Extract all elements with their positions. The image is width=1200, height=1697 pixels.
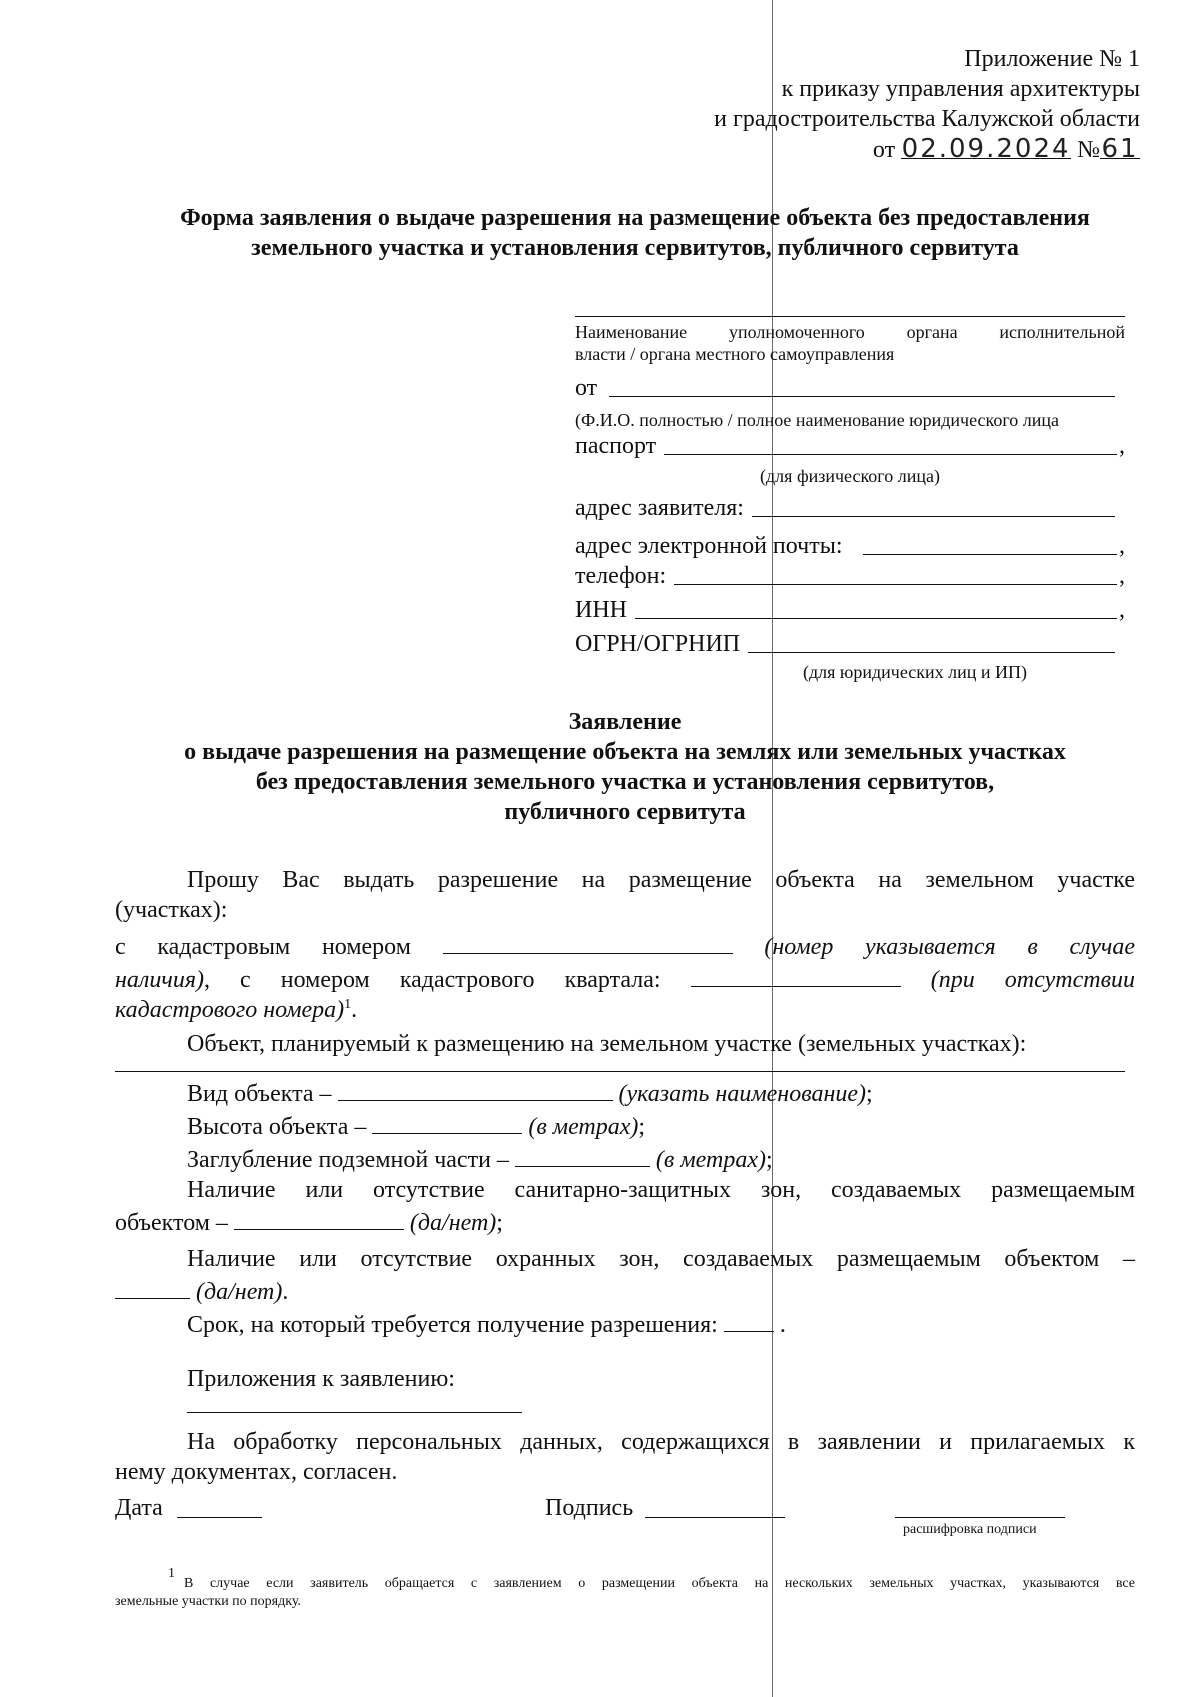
sanitary-zone-field[interactable] xyxy=(234,1205,404,1230)
object-type-row: Вид объекта – (указать наименование); xyxy=(115,1076,1135,1109)
org-caption-line2: власти / органа местного самоуправления xyxy=(575,344,895,364)
object-type-field[interactable] xyxy=(338,1076,613,1101)
order-date-number: от 02.09.2024 №61 xyxy=(872,134,1139,164)
footnote xyxy=(115,1566,1135,1611)
signature-label: Подпись xyxy=(545,1495,634,1521)
footnote-ref: 1 xyxy=(344,997,352,1012)
ogrn-field[interactable] xyxy=(748,629,1115,653)
object-depth-row: Заглубление подземной части – (в метрах); xyxy=(115,1142,1135,1175)
email-field[interactable] xyxy=(863,531,1118,555)
term-row: Срок, на который требуется получение разрешения: . xyxy=(115,1307,1135,1340)
form-title: Форма заявления о выдаче разрешения на размещение объекта без предоставления земельного участка и установления сервитутов, публичного сервитута xyxy=(180,205,1090,261)
term-field[interactable] xyxy=(724,1307,774,1332)
date-signature-row xyxy=(115,1493,1135,1553)
appendix-number: Приложение № 1 xyxy=(964,46,1140,72)
object-line: Объект, планируемый к размещению на земельном участке (земельных участках): xyxy=(187,1031,1027,1057)
consent-line1: На обработку персональных данных, содержащихся в заявлении и прилагаемых к xyxy=(187,1429,1135,1455)
request-line2: (участках): xyxy=(115,897,228,923)
legal-caption: (для юридических лиц и ИП) xyxy=(803,662,1028,682)
passport-field[interactable] xyxy=(664,431,1117,455)
footnote-line1: 1 В случае если заявитель обращается с заявлением о размещении объекта на нескольких земельных участках, указываются все xyxy=(168,1566,1135,1591)
consent-line2: нему документах, согласен. xyxy=(115,1459,398,1485)
phys-caption: (для физического лица) xyxy=(760,466,940,486)
passport-row: паспорт , xyxy=(575,433,1125,459)
inn-field[interactable] xyxy=(635,595,1117,619)
from-field[interactable] xyxy=(609,373,1115,397)
cadastral-row2: наличия), с номером кадастрового квартала: (при отсутствии xyxy=(115,962,1135,995)
inn-row: ИНН , xyxy=(575,597,1125,623)
object-field[interactable] xyxy=(115,1059,1125,1072)
date-field[interactable] xyxy=(177,1517,262,1518)
order-date-handwritten: 02.09.2024 xyxy=(901,134,1071,164)
signature-field[interactable] xyxy=(645,1517,785,1518)
footnote-mark: 1 xyxy=(168,1566,175,1581)
org-name-line[interactable] xyxy=(575,290,1125,317)
email-row: адрес электронной почты: , xyxy=(575,533,1125,559)
address-field[interactable] xyxy=(752,493,1115,517)
cadastral-quarter-field[interactable] xyxy=(691,962,901,987)
addressee-block xyxy=(575,290,1125,683)
decode-field[interactable] xyxy=(895,1517,1065,1518)
sanitary-zone-line1: Наличие или отсутствие санитарно-защитных зон, создаваемых размещаемым xyxy=(187,1177,1135,1203)
ogrn-row: ОГРН/ОГРНИП xyxy=(575,629,1125,659)
cadastral-row1: с кадастровым номером (номер указывается в случае xyxy=(115,929,1135,962)
date-label: Дата xyxy=(115,1495,163,1521)
fio-caption: (Ф.И.О. полностью / полное наименование юридического лица xyxy=(575,410,1060,430)
protection-zone-line1: Наличие или отсутствие охранных зон, создаваемых размещаемым объектом – xyxy=(187,1246,1135,1272)
attachments-label: Приложения к заявлению: xyxy=(187,1366,455,1392)
protection-zone-field[interactable] xyxy=(115,1274,190,1299)
request-line1: Прошу Вас выдать разрешение на размещение объекта на земельном участке xyxy=(187,867,1135,893)
appendix-header xyxy=(540,44,1140,165)
cadastral-number-field[interactable] xyxy=(443,929,733,954)
object-depth-field[interactable] xyxy=(515,1142,650,1167)
org-caption-line1: Наименование уполномоченного органа исполнительной xyxy=(575,322,1125,342)
object-height-field[interactable] xyxy=(372,1109,522,1134)
sanitary-zone-row: объектом – (да/нет); xyxy=(115,1205,1135,1238)
statement-body xyxy=(115,865,1135,1487)
address-row: адрес заявителя: xyxy=(575,493,1125,523)
order-department: и градостроительства Калужской области xyxy=(714,106,1140,132)
decode-caption: расшифровка подписи xyxy=(903,1522,1037,1537)
phone-row: телефон: , xyxy=(575,563,1125,589)
order-reference: к приказу управления архитектуры xyxy=(781,76,1140,102)
from-row: от xyxy=(575,373,1125,403)
order-number-handwritten: 61 xyxy=(1101,134,1139,164)
statement-title: Заявление о выдаче разрешения на размещение объекта на землях или земельных участках без предоставления земельного участка и установления сервитутов, публичного сервитута xyxy=(184,709,1066,825)
object-height-row: Высота объекта – (в метрах); xyxy=(115,1109,1135,1142)
cadastral-row3: кадастрового номера)$^1$. xyxy=(115,997,358,1023)
protection-zone-row: (да/нет). xyxy=(115,1274,1135,1307)
footnote-line2: земельные участки по порядку. xyxy=(115,1594,301,1609)
phone-field[interactable] xyxy=(674,561,1117,585)
attachments-field[interactable] xyxy=(187,1394,522,1413)
